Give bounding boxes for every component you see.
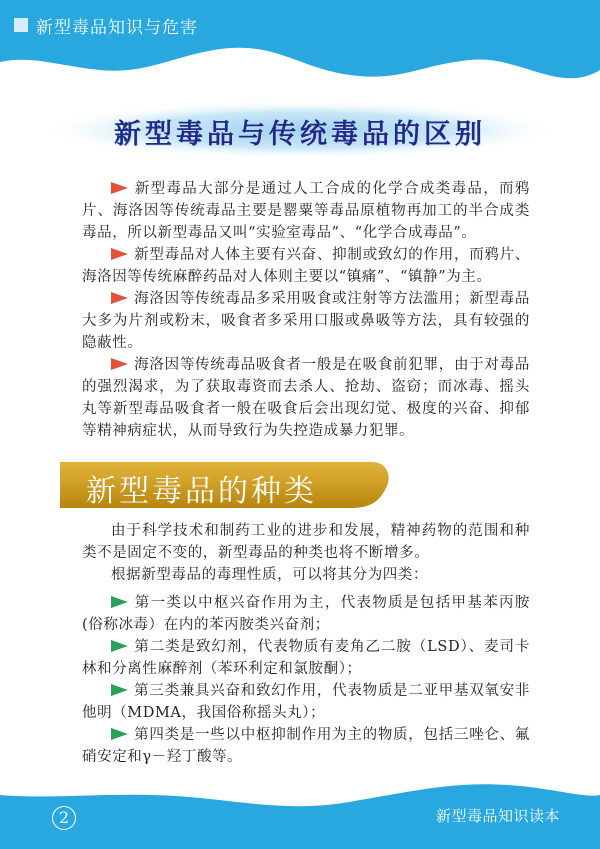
red-triangle-marker-icon xyxy=(111,182,128,194)
paragraph: 新型毒品对人体主要有兴奋、抑制或致幻的作用，而鸦片、海洛因等传统麻醉药品对人体则主要以“镇痛”、“镇静”为主。 xyxy=(82,247,530,285)
paragraph: 海洛因等传统毒品多采用吸食或注射等方法滥用；新型毒品大多为片剂或粉末，吸食者多采用口服或鼻吸等方法，具有较强的隐蔽性。 xyxy=(82,291,530,351)
paragraph: 海洛因等传统毒品吸食者一般是在吸食前犯罪，由于对毒品的强烈渴求，为了获取毒资而去杀人、抢劫、盗窃；而冰毒、摇头丸等新型毒品吸食者一般在吸食后会出现幻觉、极度的兴奋、抑郁等精神病症状，从而导致行为失控造成暴力犯罪。 xyxy=(82,357,530,439)
list-item: 第四类是一些以中枢抑制作用为主的物质，包括三唑仑、氟硝安定和γ－羟丁酸等。 xyxy=(82,727,530,765)
list-item: 第一类以中枢兴奋作用为主，代表物质是包括甲基苯丙胺(俗称冰毒）在内的苯丙胺类兴奋剂； xyxy=(82,595,530,633)
list-item: 第二类是致幻剂，代表物质有麦角乙二胺（LSD）、麦司卡林和分离性麻醉剂（苯环利定和氯胺酮）； xyxy=(82,639,530,677)
list-item: 第三类兼具兴奋和致幻作用，代表物质是二亚甲基双氧安非他明（MDMA，我国俗称摇头丸）； xyxy=(82,683,530,721)
section-title-difference: 新型毒品与传统毒品的区别 xyxy=(114,119,486,150)
header-wave xyxy=(0,0,600,78)
green-triangle-marker-icon xyxy=(111,728,128,740)
section-title-types: 新型毒品的种类 xyxy=(86,474,317,509)
paragraph: 根据新型毒品的毒理性质，可以将其分为四类： xyxy=(111,567,429,583)
green-triangle-marker-icon xyxy=(111,596,128,608)
green-triangle-marker-icon xyxy=(111,640,128,652)
green-triangle-marker-icon xyxy=(111,684,128,696)
footer-title: 新型毒品知识读本 xyxy=(435,807,560,825)
red-triangle-marker-icon xyxy=(111,358,128,370)
paragraph: 新型毒品大部分是通过人工合成的化学合成类毒品，而鸦片、海洛因等传统毒品主要是罂粟等毒品原植物再加工的半合成类毒品，所以新型毒品又叫“实验室毒品”、“化学合成毒品”。 xyxy=(82,181,530,241)
red-triangle-marker-icon xyxy=(111,248,128,260)
red-triangle-marker-icon xyxy=(111,292,128,304)
header-title: 新型毒品知识与危害 xyxy=(36,18,198,38)
header-square-icon xyxy=(14,18,28,32)
paragraph: 由于科学技术和制药工业的进步和发展，精神药物的范围和种类不是固定不变的，新型毒品的种类也将不断增多。 xyxy=(82,523,530,561)
page-number: 2 xyxy=(52,806,76,830)
